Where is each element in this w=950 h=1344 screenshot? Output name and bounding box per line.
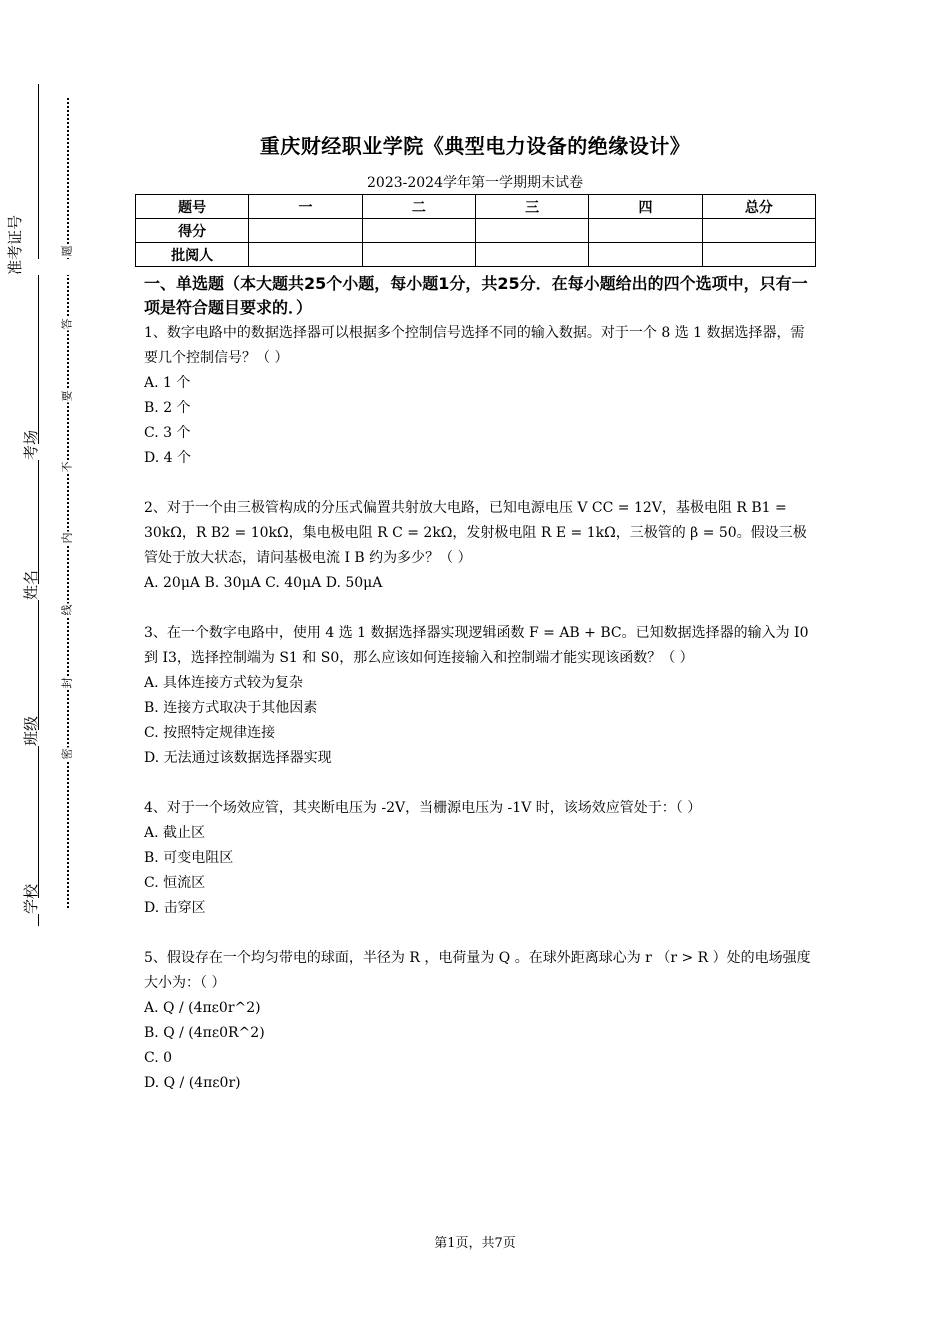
score-table-cell [475,243,588,267]
option-a: A. 截止区 [144,825,206,841]
score-table-header-cell: 二 [362,195,475,219]
score-table-header-cell: 一 [249,195,362,219]
score-table-cell [249,243,362,267]
score-table-header-cell: 总分 [702,195,815,219]
option-b: B. 2 个 [144,400,191,416]
option-a: A. 具体连接方式较为复杂 [144,675,304,691]
option-c: C. 按照特定规律连接 [144,725,276,741]
option-c: C. 0 [144,1050,173,1066]
margin-label-name: 姓名 [23,584,55,600]
score-table-row-label: 得分 [136,219,249,243]
score-table-header-cell: 三 [475,195,588,219]
score-table-cell [589,243,702,267]
option-d: D. 击穿区 [144,900,206,916]
option-c: C. 恒流区 [144,875,206,891]
score-table-header-row [136,195,816,219]
score-table-row [136,219,816,243]
score-table-row [136,243,816,267]
seal-char: 封 [60,677,74,689]
margin-label-exam-id: 准考证号 [7,259,71,275]
seal-char: 不 [60,461,74,473]
score-table-row-label: 批阅人 [136,243,249,267]
option-b: B. 连接方式取决于其他因素 [144,700,318,716]
question-stem: 2、对于一个由三极管构成的分压式偏置共射放大电路，已知电源电压 V CC = 12V，基极电阻 R B1 = 30kΩ，R B2 = 10kΩ，集电极电阻 R C = 2kΩ，发射极电阻 R E = 1kΩ，三极管的 β = 50。假设三极管处于放大状态，请问基极电流 I B 约为多少？（ ） [144,500,807,566]
question-stem: 5、假设存在一个均匀带电的球面，半径为 R ，电荷量为 Q 。在球外距离球心为 r （r > R ）处的电场强度大小为：（ ） [144,950,811,991]
question-4 [144,796,812,921]
exam-title: 重庆财经职业学院《典型电力设备的绝缘设计》 [259,134,691,158]
option-a: A. 1 个 [144,375,191,391]
seal-char: 内 [60,532,74,544]
option-b: B. Q / (4πε0R^2) [144,1025,265,1041]
question-list [144,321,812,1121]
question-stem: 4、对于一个场效应管，其夹断电压为 -2V，当栅源电压为 -1V 时，该场效应管处于：（ ） [144,800,702,816]
option-d: D. 4 个 [144,450,191,466]
option-d: D. Q / (4πε0r) [144,1075,241,1091]
score-table-header-cell: 四 [589,195,702,219]
seal-char: 题 [60,245,74,257]
score-table-cell [702,243,815,267]
score-table-cell [249,219,362,243]
seal-char: 线 [60,604,74,616]
score-table [135,194,816,267]
option-d: D. 无法通过该数据选择器实现 [144,750,332,766]
exam-subtitle: 2023-2024学年第一学期期末试卷 [367,175,583,191]
binding-line [38,84,39,926]
margin-label-exam-room: 考场 [23,444,55,460]
seal-char: 密 [60,748,74,760]
options-line: A. 20μA B. 30μA C. 40μA D. 50μA [144,575,383,591]
score-table-cell [362,243,475,267]
question-3 [144,621,812,771]
score-table-cell [362,219,475,243]
seal-char: 答 [60,318,74,330]
question-stem: 1、数字电路中的数据选择器可以根据多个控制信号选择不同的输入数据。对于一个 8 选 1 数据选择器，需要几个控制信号？（ ） [144,325,805,366]
option-a: A. Q / (4πε0r^2) [144,1000,261,1016]
score-table-header-cell: 题号 [136,195,249,219]
score-table-cell [475,219,588,243]
section-title: 一、单选题（本大题共25个小题，每小题1分，共25分．在每小题给出的四个选项中，只有一项是符合题目要求的．） [144,274,808,317]
question-5 [144,946,812,1096]
option-b: B. 可变电阻区 [144,850,234,866]
seal-char: 要 [60,390,74,402]
question-2 [144,496,812,596]
score-table-cell [589,219,702,243]
page-number: 第1页，共7页 [434,1236,516,1251]
seal-dotted-line [67,98,69,908]
score-table-cell [702,219,815,243]
question-1 [144,321,812,471]
option-c: C. 3 个 [144,425,191,441]
margin-label-school: 学校 [23,898,55,914]
margin-label-class: 班级 [23,730,55,746]
question-stem: 3、在一个数字电路中，使用 4 选 1 数据选择器实现逻辑函数 F = AB + BC。已知数据选择器的输入为 I0 到 I3，选择控制端为 S1 和 S0，那么应该如何连接输入和控制端才能实现该函数？（ ） [144,625,813,666]
